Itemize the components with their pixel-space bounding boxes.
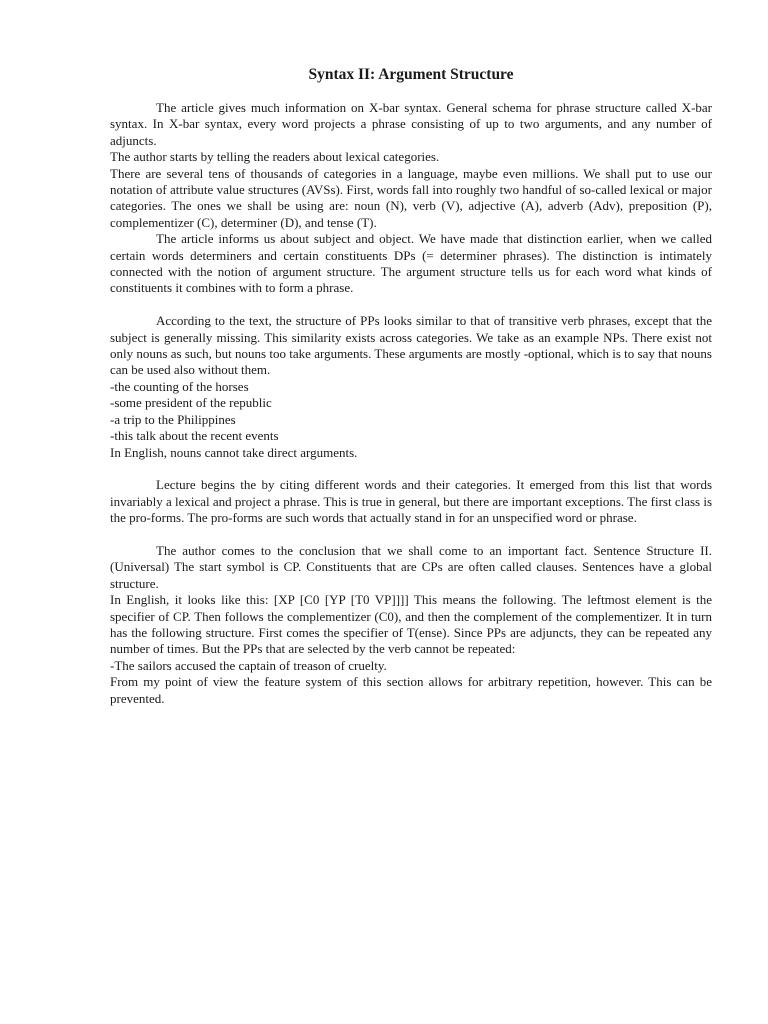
paragraph-cp-structure: In English, it looks like this: [XP [C0 [YP [T0 VP]]]] This means the following. The leftmost element is the specifier of CP. Then follows the complementizer (C0), and then the complement of the complementizer. It in turn has the following structure. First comes the specifier of T(ense). Since PPs are adjuncts, they can be repeated any number of times. But the PPs that are selected by the verb cannot be repeated: <box>110 592 712 657</box>
paragraph-categories-list: There are several tens of thousands of categories in a language, maybe even millions. We shall put to use our notation of attribute value structures (AVSs). First, words fall into roughly two handful of so-called lexical or major categories. The ones we shall be using are: noun (N), verb (V), adjective (A), adverb (Adv), preposition (P), complementizer (C), determiner (D), and tense (T). <box>110 165 712 230</box>
document-title: Syntax II: Argument Structure <box>308 66 514 83</box>
example-item: -The sailors accused the captain of treason of cruelty. <box>110 657 387 673</box>
paragraph-gap <box>110 527 712 543</box>
paragraph-lexical-categories-intro: The author starts by telling the readers about lexical categories. <box>110 149 440 165</box>
document-page <box>110 66 712 707</box>
paragraph-gap <box>110 297 712 313</box>
paragraph-pp-structure: According to the text, the structure of PPs looks similar to that of transitive verb phrases, except that the subject is generally missing. This similarity exists across categories. We take as an example NPs. There exist not only nouns as such, but nouns too take arguments. These arguments are mostly -optional, which is to say that nouns can be used also without them. <box>110 313 712 378</box>
example-item: -some president of the republic <box>110 395 272 411</box>
paragraph-sentence-structure: The author comes to the conclusion that we shall come to an important fact. Sentence Structure II. (Universal) The start symbol is CP. Constituents that are CPs are often called clauses. Sentences have a global structure. <box>110 542 712 591</box>
paragraph-gap <box>110 461 712 477</box>
paragraph-nouns-arguments: In English, nouns cannot take direct arguments. <box>110 444 358 460</box>
example-item: -a trip to the Philippines <box>110 411 236 427</box>
paragraph-conclusion: From my point of view the feature system of this section allows for arbitrary repetition, however. This can be prevented. <box>110 674 712 706</box>
paragraph-subject-object: The article informs us about subject and object. We have made that distinction earlier, when we called certain words determiners and certain constituents DPs (= determiner phrases). The distinction is intimately connected with the notion of argument structure. The argument structure tells us for each word what kinds of constituents it combines with to form a phrase. <box>110 231 712 296</box>
example-item: -this talk about the recent events <box>110 428 279 444</box>
paragraph-pro-forms: Lecture begins the by citing different words and their categories. It emerged from this list that words invariably a lexical and project a phrase. This is true in general, but there are important exceptions. The first class is the pro-forms. The pro-forms are such words that actually stand in for an unspecified word or phrase. <box>110 477 713 526</box>
example-item: -the counting of the horses <box>110 378 249 394</box>
paragraph-xbar-intro: The article gives much information on X-bar syntax. General schema for phrase structure called X-bar syntax. In X-bar syntax, every word projects a phrase consisting of up to two arguments, and any number of adjuncts. <box>110 100 712 148</box>
